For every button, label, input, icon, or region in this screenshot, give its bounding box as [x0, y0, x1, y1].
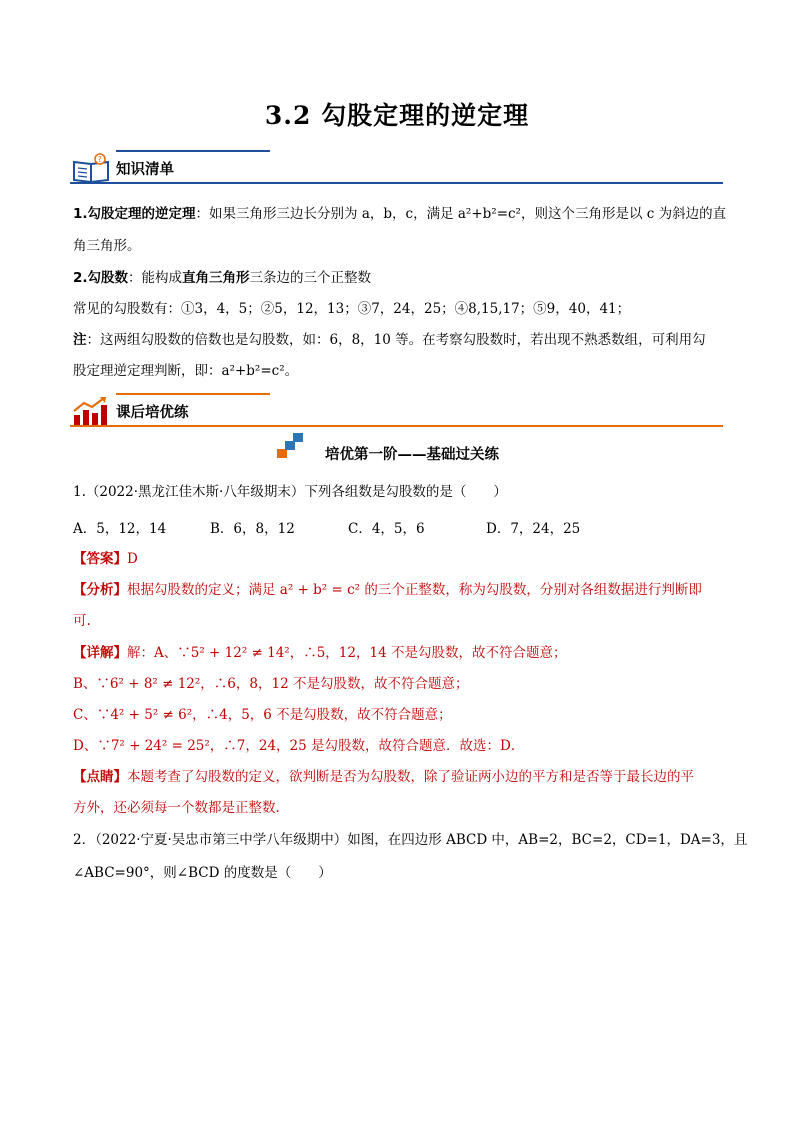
q1-comment-line1: 【点睛】本题考查了勾股数的定义，欲判断是否为勾股数，除了验证两小边的平方和是否等于最长边的平 — [73, 769, 694, 785]
section-header-knowledge — [70, 150, 723, 184]
q1-detail-line2: B、∵6² + 8² ≠ 12²，∴6，8，12 不是勾股数，故不符合题意； — [73, 676, 469, 692]
q1-detail-line4: D、∵7² + 24² = 25²，∴7，24，25 是勾股数，故符合题意．故选：D． — [73, 738, 525, 754]
q1-comment-line2: 方外，还必须每一个数都是正整数. — [73, 800, 280, 816]
header-rule-bottom — [70, 182, 723, 184]
section-label: 知识清单 — [116, 162, 174, 178]
header-rule-bottom — [70, 425, 723, 427]
knowledge-item-1-line2: 角三角形。 — [73, 238, 141, 254]
q1-detail-line3: C、∵4² + 5² ≠ 6²，∴4，5，6 不是勾股数，故不符合题意； — [73, 707, 452, 723]
section-header-practice — [70, 393, 723, 427]
q1-option-a: A．5，12，14 — [73, 521, 167, 537]
q1-analysis-line2: 可. — [73, 613, 91, 629]
section-label: 课后培优练 — [116, 405, 189, 421]
knowledge-item-2: 2.勾股数：能构成直角三角形三条边的三个正整数 — [73, 270, 372, 286]
level-title: 培优第一阶——基础过关练 — [325, 447, 499, 463]
q1-option-d: D．7，24，25 — [486, 521, 581, 537]
question-1-stem: 1.（2022·黑龙江佳木斯·八年级期末）下列各组数是勾股数的是（ ） — [73, 484, 507, 500]
question-2-stem-line2: ∠ABC=90°，则∠BCD 的度数是（ ） — [73, 865, 332, 881]
knowledge-item-3: 常见的勾股数有：①3，4，5；②5，12，13；③7，24，25；④8,15,17；⑤9，40，41； — [73, 301, 631, 317]
knowledge-item-1-line1: 1.勾股定理的逆定理：如果三角形三边长分别为 a，b，c，满足 a²+b²=c²，则这个三角形是以 c 为斜边的直 — [73, 206, 727, 222]
page-title: 3.2 勾股定理的逆定理 — [264, 101, 530, 130]
q1-analysis-line1: 【分析】根据勾股数的定义；满足 a² + b² = c² 的三个正整数，称为勾股数，分别对各组数据进行判断即 — [73, 582, 702, 598]
q1-detail-line1: 【详解】解：A、∵5² + 12² ≠ 14²，∴5，12，14 不是勾股数，故不符合题意； — [73, 645, 567, 661]
question-2-stem-line1: 2．（2022·宁夏·吴忠市第三中学八年级期中）如图，在四边形 ABCD 中，AB=2，BC=2，CD=1，DA=3，且 — [73, 832, 748, 848]
header-rule-top — [116, 150, 270, 152]
header-rule-top — [116, 393, 270, 395]
q1-answer: 【答案】D — [73, 551, 138, 567]
knowledge-note-line1: 注：这两组勾股数的倍数也是勾股数，如：6，8，10 等。在考察勾股数时，若出现不熟悉数组，可利用勾 — [73, 332, 706, 348]
svg-text:?: ? — [97, 155, 102, 164]
q1-option-b: B．6，8，12 — [210, 521, 295, 537]
q1-option-c: C．4，5，6 — [348, 521, 425, 537]
knowledge-note-line2: 股定理逆定理判断，即：a²+b²=c²。 — [73, 363, 299, 379]
